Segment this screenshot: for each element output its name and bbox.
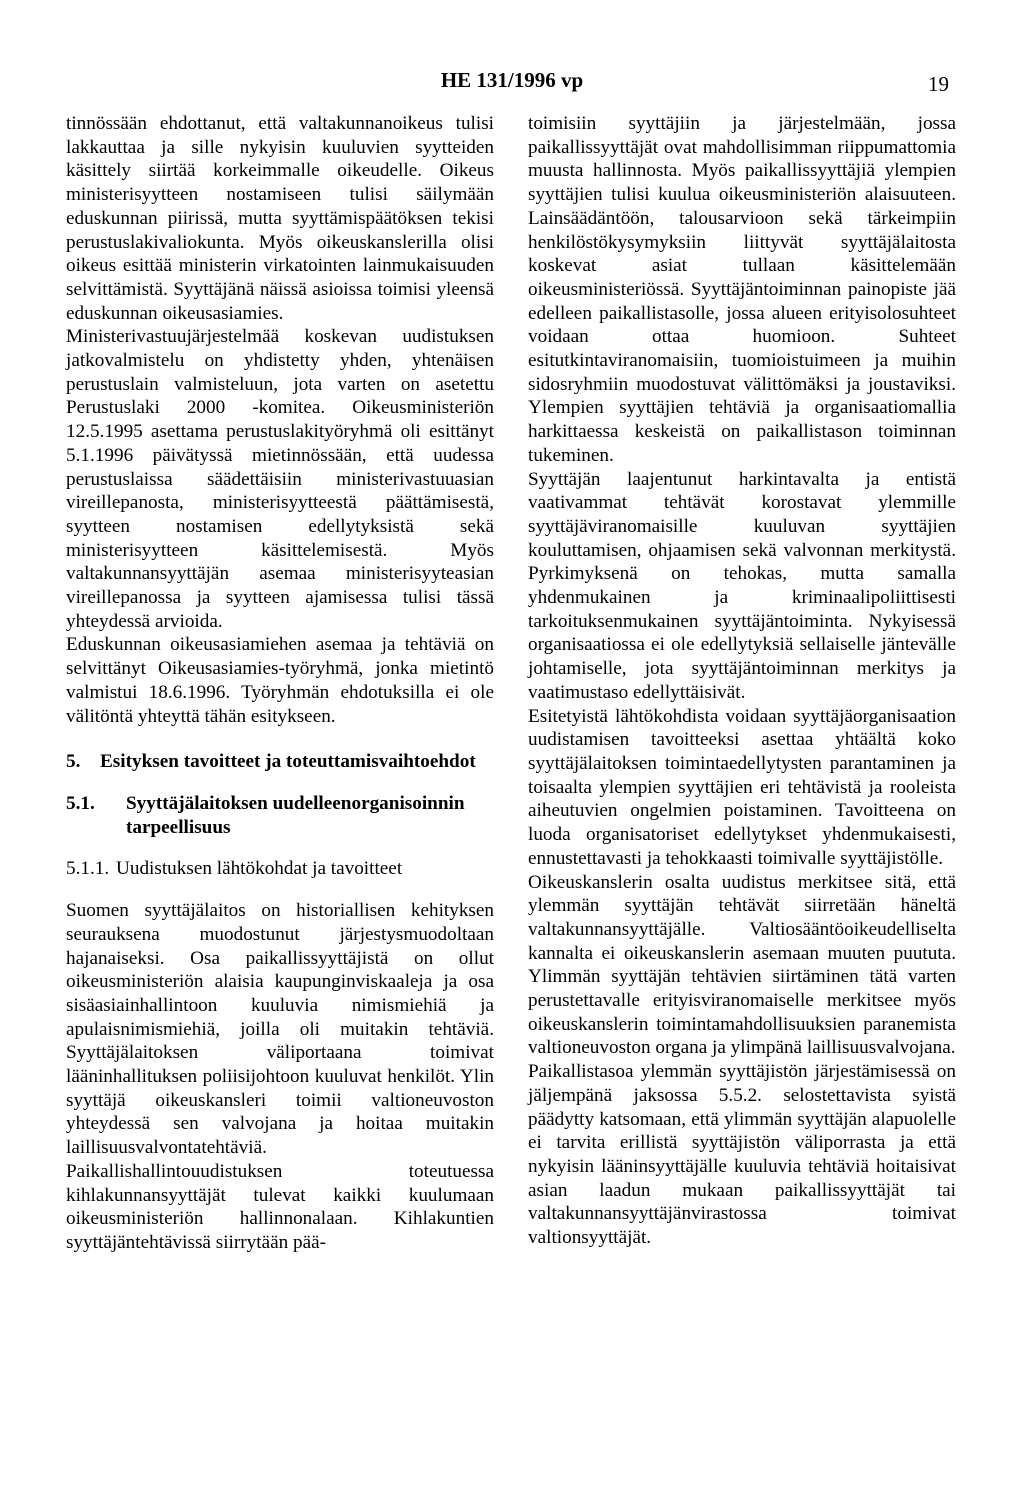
section-title: Esityksen tavoitteet ja toteuttamisvaihtoehdot	[100, 751, 476, 773]
right-column	[528, 112, 956, 1250]
section-number: 5.	[66, 751, 81, 773]
section-heading-5-1-1	[66, 857, 494, 881]
section-heading-5-1	[66, 792, 494, 839]
paragraph: toimisiin syyttäjiin ja järjestelmään, jossa paikallissyyttäjät ovat mahdollisimman riippumattomia muusta hallinnosta. Myös paikallissyyttäjiä ylempien syyttäjien tulisi kuulua oikeusministeriön alaisuuteen. Lainsäädäntöön, talousarvioon sekä tärkeimpiin henkilöstökysymyksiin liittyvät syyttäjälaitosta koskevat asiat tullaan käsittelemään oikeusministeriössä. Syyttäjäntoiminnan painopiste jää edelleen paikallistasolle, jossa alueen erityisolosuhteet voidaan ottaa huomioon. Suhteet esitutkintaviranomaisiin, tuomioistuimeen ja muihin sidosryhmiin muodostuvat välittömäksi ja joustaviksi. Ylempien syyttäjien tehtäviä ja organisaatiomallia harkittaessa keskeistä on paikallistason toiminnan tukeminen.	[528, 113, 956, 466]
section-title: Syyttäjälaitoksen uudelleenorganisoinnin tarpeellisuus	[126, 792, 465, 838]
section-number: 5.1.1.	[66, 858, 110, 880]
paragraph: Eduskunnan oikeusasiamiehen asemaa ja tehtäviä on selvittänyt Oikeusasiamies-työryhmä, jonka mietintö valmistui 18.6.1996. Työryhmän ehdotuksilla ei ole välitöntä yhteyttä tähän esitykseen.	[66, 634, 494, 727]
page-header	[0, 68, 1024, 108]
section-heading-5	[66, 750, 494, 774]
paragraph: Syyttäjän laajentunut harkintavalta ja entistä vaativammat tehtävät korostavat ylemmille syyttäjäviranomaisille kuuluvan syyttäjien kouluttamisen, ohjaamisen sekä valvonnan merkitystä. Pyrkimyksenä on tehokas, mutta samalla yhdenmukainen ja kriminaalipoliittisesti tarkoituksenmukainen syyttäjäntoiminta. Nykyisessä organisaatiossa ei ole edellytyksiä sellaiselle jäntevälle johtamiselle, jota syyttäjäntoiminnan merkitys ja vaatimustaso edellyttäisivät.	[528, 468, 956, 703]
paragraph: Oikeuskanslerin osalta uudistus merkitsee sitä, että ylemmän syyttäjän tehtävät siirretään häneltä valtakunnansyyttäjälle. Valtiosääntöoikeudelliselta kannalta ei oikeuskanslerin asemaan muuten puututa. Ylimmän syyttäjän tehtävien siirtäminen tätä varten perustettavalle erityisviranomaiselle merkitsee myös oikeuskanslerin toimintamahdollisuuksien paranemista valtioneuvoston organa ja ylimpänä laillisuusvalvojana.	[528, 871, 956, 1059]
paragraph: Paikallishallintouudistuksen toteutuessa kihlakunnansyyttäjät tulevat kaikki kuulumaan oikeusministeriön hallinnonalaan. Kihlakuntien syyttäjäntehtävissä siirrytään pää-	[66, 1160, 494, 1253]
paragraph: tinnössään ehdottanut, että valtakunnanoikeus tulisi lakkauttaa ja sille nykyisin kuuluvien syytteiden käsittely siirtää korkeimmalle oikeudelle. Oikeus ministerisyytteen nostamiseen tulisi säilymään eduskunnan piirissä, mutta syyttämispäätöksen tekisi perustuslakivaliokunta. Myös oikeuskanslerilla olisi oikeus esittää ministerin virkatointen lainmukaisuuden selvittämistä. Syyttäjänä näissä asioissa toimisi yleensä eduskunnan oikeusasiamies.	[66, 113, 494, 324]
paragraph: Paikallistasoa ylemmän syyttäjistön järjestämisessä on jäljempänä jaksossa 5.5.2. selostettavista syistä päädytty katsomaan, että ylimmän syyttäjän alapuolelle ei tarvita erillistä syyttäjistön väliporrasta ja että nykyisin lääninsyyttäjälle kuuluvia tehtäviä hoitaisivat asian laadun mukaan paikallissyyttäjät tai valtakunnansyyttäjänvirastossa toimivat valtionsyyttäjät.	[528, 1061, 956, 1249]
section-number: 5.1.	[66, 792, 95, 814]
paragraph: Ministerivastuujärjestelmää koskevan uudistuksen jatkovalmistelu on yhdistetty yhden, yhtenäisen perustuslain valmisteluun, jota varten on asetettu Perustuslaki 2000 -komitea. Oikeusministeriön 12.5.1995 asettama perustuslakityöryhmä oli esittänyt 5.1.1996 päivätyssä mietinnössään, että uudessa perustuslaissa säädettäisiin ministerivastuuasian vireillepanosta, ministerisyytteestä päättämisestä, syytteen nostamisen edellytyksistä sekä ministerisyytteen käsittelemisestä. Myös valtakunnansyyttäjän asemaa ministerisyyteasian vireillepanossa ja syytteen ajamisessa tulisi tässä yhteydessä arvioida.	[66, 326, 494, 632]
page-number: 19	[928, 72, 949, 96]
section-title: Uudistuksen lähtökohdat ja tavoitteet	[116, 858, 403, 880]
paragraph: Suomen syyttäjälaitos on historiallisen kehityksen seurauksena muodostunut järjestysmuodoltaan hajanaiseksi. Osa paikallissyyttäjistä on ollut oikeusministeriön alaisia kaupunginviskaaleja ja osa sisäasiainhallintoon kuuluvia nimismiehiä ja apulaisnimismiehiä, joilla oli muitakin tehtäviä. Syyttäjälaitoksen väliportaana toimivat lääninhallituksen poliisijohtoon kuuluvat henkilöt. Ylin syyttäjä oikeuskansleri toimii valtioneuvoston yhteydessä sen valvojana ja hoitaa muitakin laillisuusvalvontatehtäviä.	[66, 900, 494, 1159]
document-id: HE 131/1996 vp	[440, 68, 584, 92]
left-column	[66, 112, 494, 1255]
paragraph: Esitetyistä lähtökohdista voidaan syyttäjäorganisaation uudistamisen tavoitteeksi asettaa yhtäältä koko syyttäjälaitoksen toimintaedellytysten parantaminen ja toisaalta ylempien syyttäjien eri tehtävistä ja rooleista aiheutuvien ongelmien poistaminen. Tavoitteena on luoda organisatoriset edellytykset yhdenmukaisesti, ennustettavasti ja tehokkaasti toimivalle syyttäjistölle.	[528, 705, 956, 869]
